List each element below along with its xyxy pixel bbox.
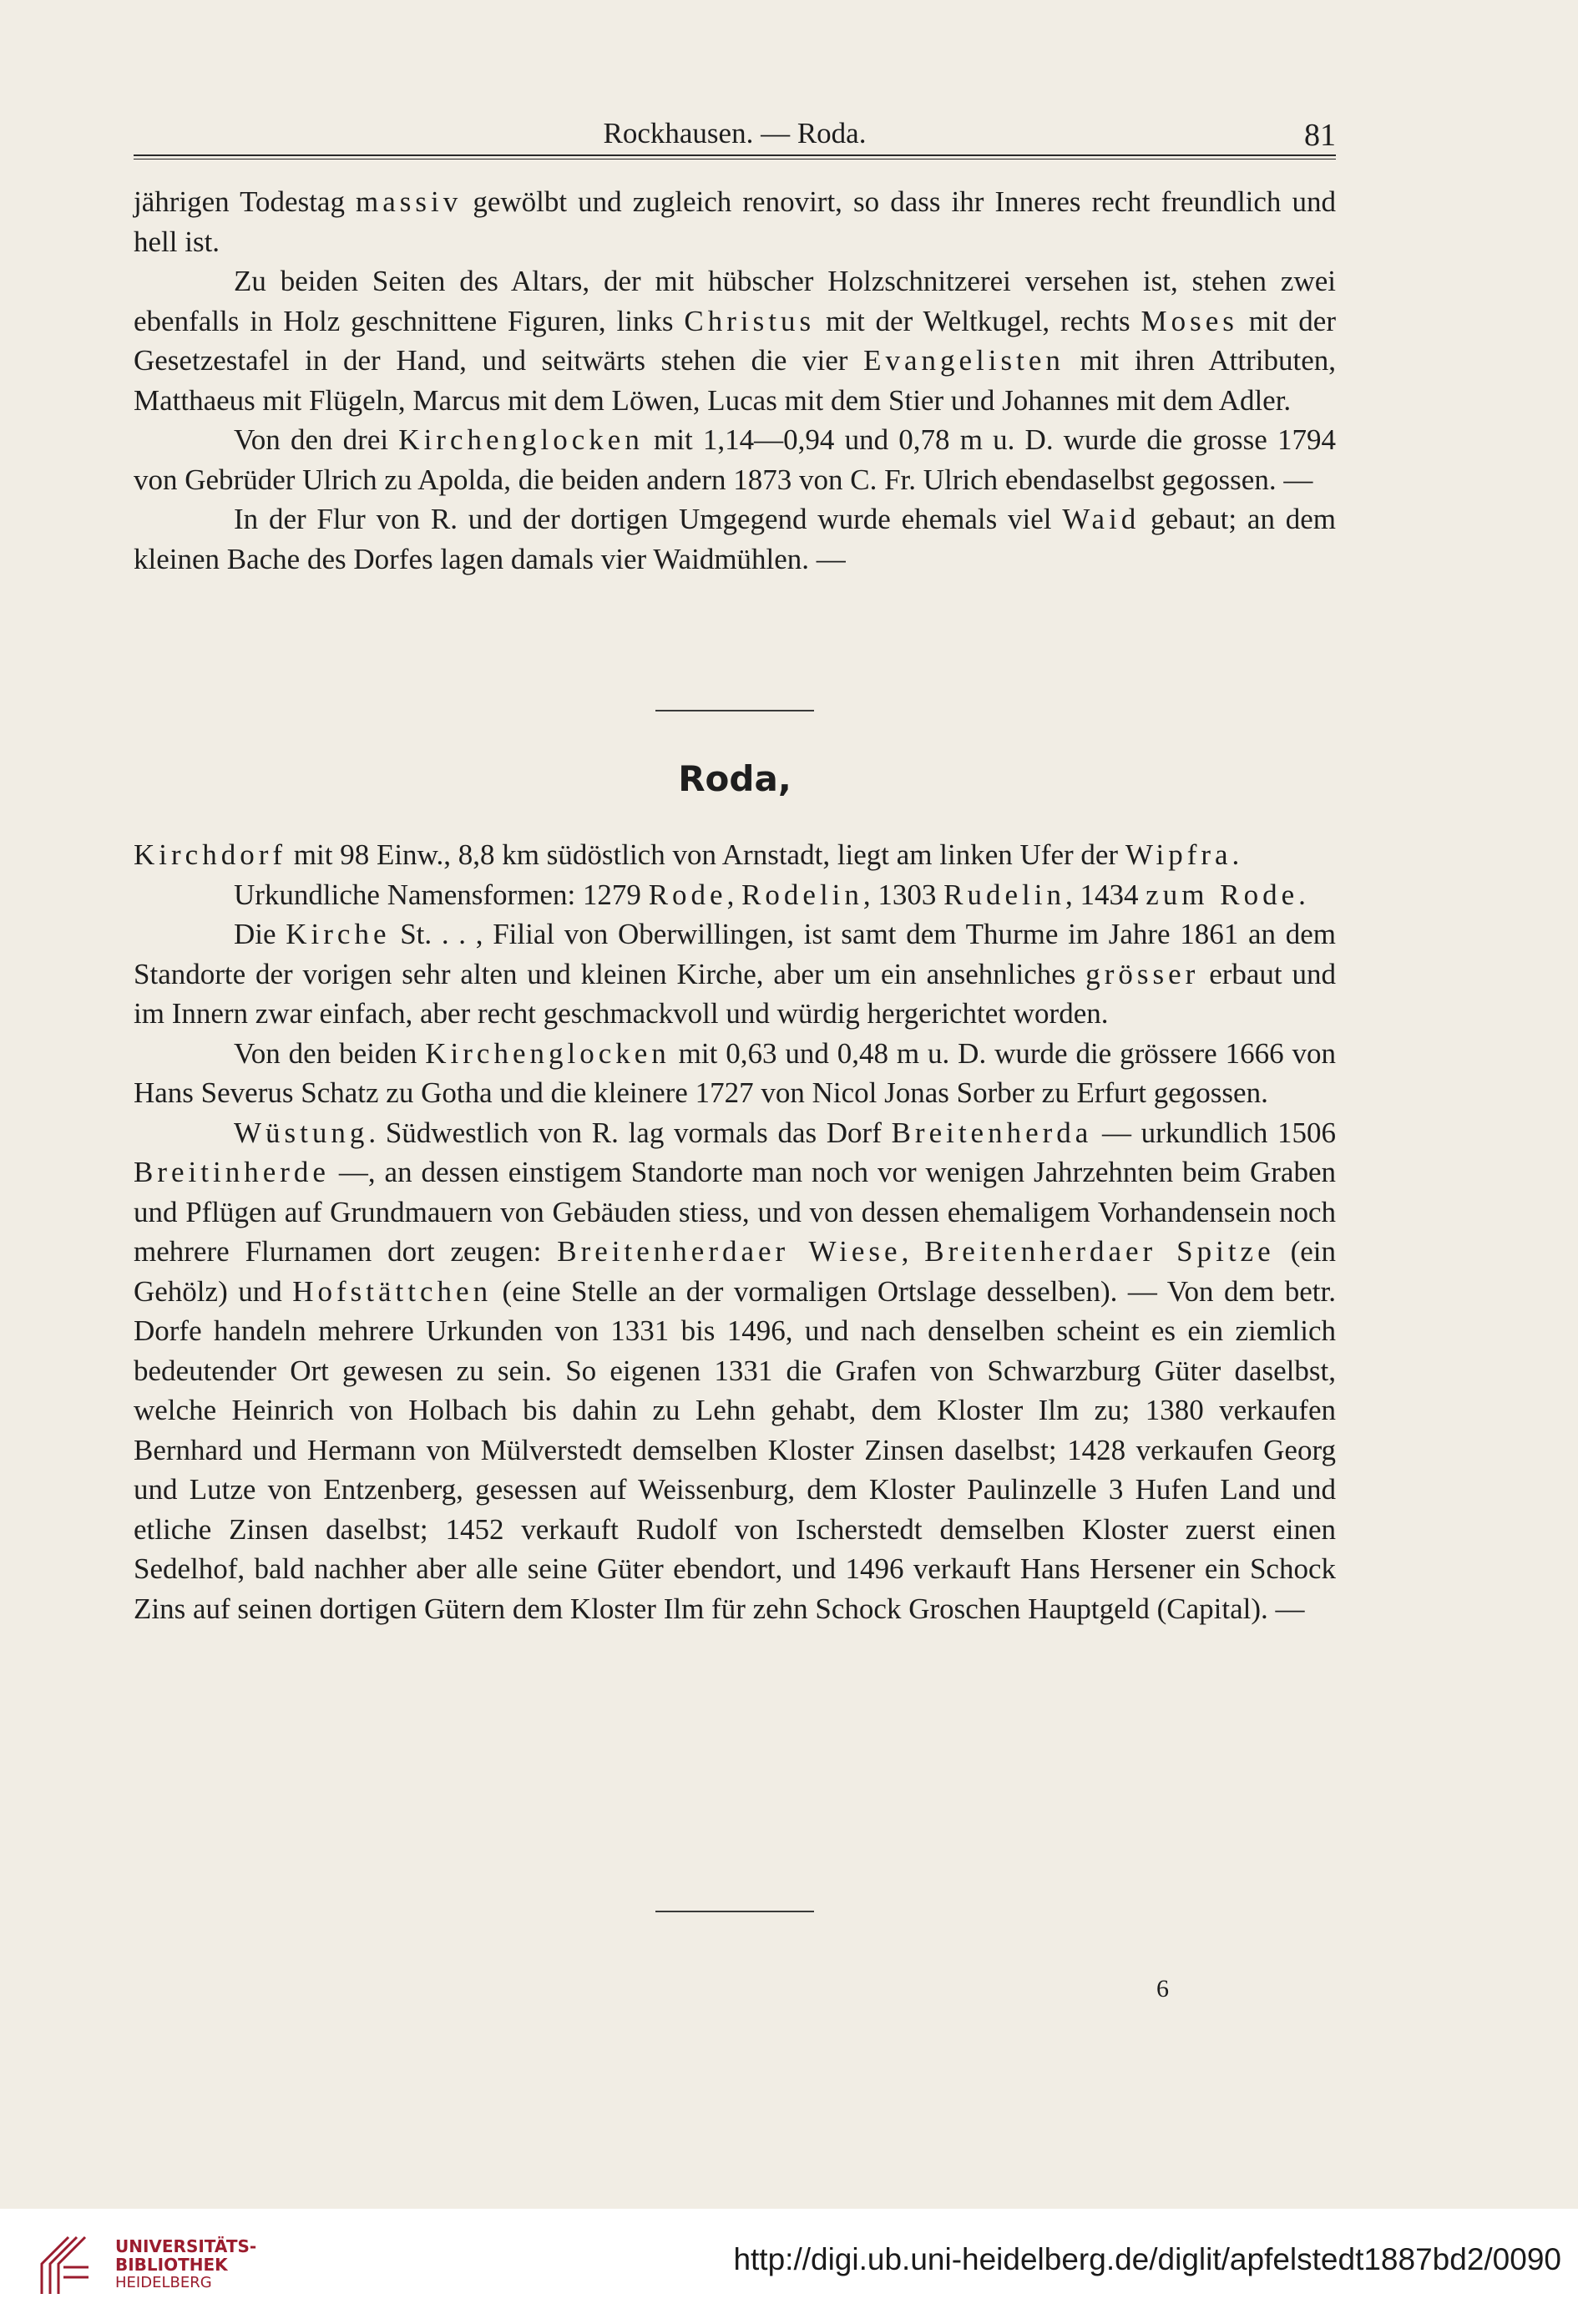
- library-name: UNIVERSITÄTS- BIBLIOTHEK HEIDELBERG: [115, 2236, 257, 2291]
- paragraph: Urkundliche Namensformen: 1279 Rode, Rodelin, 1303 Rudelin, 1434 zum Rode.: [234, 878, 1306, 911]
- paragraph: Von den drei Kirchenglocken mit 1,14—0,94 und 0,78 m u. D. wurde die grosse 1794 von Gebrüder Ulrich zu Apolda, die beiden andern 1873 von C. Fr. Ulrich ebendaselbst gegossen. —: [134, 423, 1337, 496]
- signature-mark: 6: [1156, 1975, 1169, 2002]
- paragraph: jährigen Todestag massiv gewölbt und zugleich renovirt, so dass ihr Inneres recht freundlich und hell ist.: [134, 185, 1336, 258]
- section-divider: [655, 1911, 814, 1912]
- paragraph: Von den beiden Kirchenglocken mit 0,63 und 0,48 m u. D. wurde die grössere 1666 von Hans Severus Schatz zu Gotha und die kleinere 1727 von Nicol Jonas Sorber zu Erfurt gegossen.: [134, 1036, 1336, 1109]
- section-divider: [655, 710, 814, 711]
- page-number: 81: [1304, 118, 1336, 153]
- source-url-link[interactable]: http://digi.ub.uni-heidelberg.de/diglit/apfelstedt1887bd2/0090: [733, 2242, 1561, 2276]
- paragraph: In der Flur von R. und der dortigen Umgegend wurde ehemals viel Waid gebaut; an dem kleinen Bache des Dorfes lagen damals vier Waidmühlen. —: [134, 503, 1336, 575]
- section-roda: [134, 835, 1336, 1628]
- header-rule: [134, 154, 1336, 159]
- section-heading-roda: Roda,: [678, 758, 792, 799]
- paragraph: Wüstung. Südwestlich von R. lag vormals das Dorf Breitenherda — urkundlich 1506 Breitinherde —, an dessen einstigem Standorte man noch vor wenigen Jahrzehnten beim Graben und Pflügen auf Grundmauern von Gebäuden stiess, und von dessen ehemaligem Vorhandensein noch mehrere Flurnamen dort zeugen: Breitenherdaer Wiese, Breitenherdaer Spitze (ein Gehölz) und Hofstättchen (eine Stelle an der vormaligen Ortslage desselben). — Von dem betr. Dorfe handeln mehrere Urkunden von 1331 bis 1496, und nach denselben scheint es ein ziemlich bedeutender Ort gewesen zu sein. So eigenen 1331 die Grafen von Schwarzburg Güter daselbst, welche Heinrich von Holbach bis dahin zu Lehn gehabt, dem Kloster Ilm zu; 1380 verkaufen Bernhard und Hermann von Mülverstedt demselben Kloster Zinsen daselbst; 1428 verkaufen Georg und Lutze von Entzenberg, gesessen auf Weissenburg, dem Kloster Paulinzelle 3 Hufen Land und etliche Zinsen daselbst; 1452 verkauft Rudolf von Ischerstedt demselben Kloster zuerst einen Sedelhof, bald nachher aber alle seine Güter ebendort, und 1496 verkauft Hans Hersener ein Schock Zins auf seinen dortigen Gütern dem Kloster Ilm für zehn Schock Groschen Hauptgeld (Capital). —: [134, 1116, 1336, 1625]
- library-footer: [0, 2209, 1578, 2324]
- running-title: Rockhausen. — Roda.: [603, 117, 867, 149]
- paragraph: Zu beiden Seiten des Altars, der mit hübscher Holzschnitzerei versehen ist, stehen zwei ebenfalls in Holz geschnittene Figuren, links Christus mit der Weltkugel, rechts Moses mit der Gesetzestafel in der Hand, und seitwärts stehen die vier Evangelisten mit ihren Attributen, Matthaeus mit Flügeln, Marcus mit dem Löwen, Lucas mit dem Stier und Johannes mit dem Adler.: [134, 265, 1336, 417]
- paragraph: Kirchdorf mit 98 Einw., 8,8 km südöstlich von Arnstadt, liegt am linken Ufer der Wipfra.: [134, 838, 1240, 871]
- section-rockhausen-continued: [134, 182, 1336, 579]
- library-logo-icon: [35, 2234, 95, 2297]
- paragraph: Die Kirche St. . . , Filial von Oberwillingen, ist samt dem Thurme im Jahre 1861 an dem Standorte der vorigen sehr alten und kleinen Kirche, aber um ein ansehnliches grösser erbaut und im Innern zwar einfach, aber recht geschmackvoll und würdig hergerichtet worden.: [134, 918, 1336, 1030]
- running-head: [134, 117, 1336, 159]
